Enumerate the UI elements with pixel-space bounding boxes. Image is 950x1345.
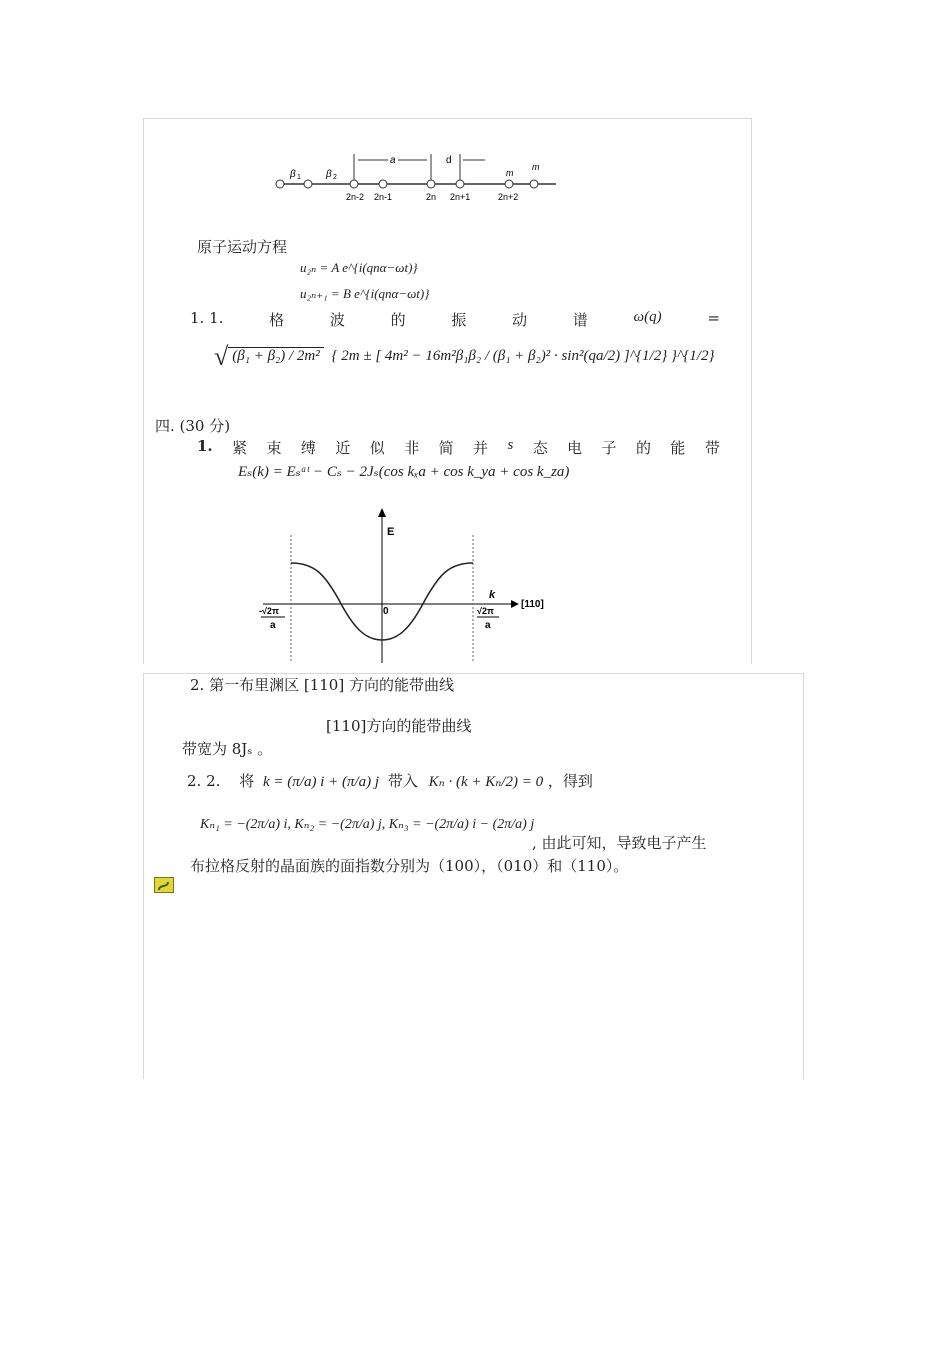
equals-sign: =	[707, 309, 720, 327]
spaced-word: 波	[329, 311, 345, 329]
chain-site-label: 2n	[426, 192, 437, 202]
bandwidth-text: 带宽为 8Jₛ 。	[182, 740, 273, 758]
right-bound-numerator: √2π	[477, 606, 494, 616]
lower-page-frame	[143, 673, 804, 1079]
spaced-word: 动	[512, 311, 528, 329]
omega-symbol: ω(q)	[633, 309, 662, 325]
item-1-1-line	[190, 309, 720, 330]
section-4-heading: 四. (30 分)	[155, 417, 231, 435]
chain-label-beta2-sub: 2	[333, 174, 337, 181]
spaced-word: 紧	[232, 439, 248, 457]
band-curve-graph	[255, 505, 555, 663]
chain-label-beta1: β	[290, 169, 296, 180]
equation-u2n: u₂ₙ = A e^{i(qnα−ωt)}	[300, 260, 418, 275]
dispersion-formula: √ (β₁ + β₂) / 2m² { 2m ± [ 4m² − 16m²β₁β₂ / (β₁ + β₂)² · sin²(qa/2) ]^{1/2} }^{1/2}	[214, 342, 715, 371]
spaced-word: 并	[473, 439, 489, 457]
bragg-condition: Kₙ · (k + Kₙ/2) = 0	[428, 774, 544, 790]
equation-u2n1: u₂ₙ₊₁ = B e^{i(qnα−ωt)}	[300, 286, 430, 301]
item-label: 1.	[197, 437, 213, 455]
equation-heading: 原子运动方程	[197, 238, 288, 256]
chain-label-m1: m	[506, 168, 514, 178]
formula-body: { 2m ± [ 4m² − 16m²β₁β₂ / (β₁ + β₂)² · sin²(qa/2) ]^{1/2} }^{1/2}	[331, 348, 715, 365]
item-4-1-line	[197, 437, 720, 458]
spaced-word: 束	[266, 439, 282, 457]
chain-site-label: 2n+1	[450, 192, 471, 202]
item-text: 将	[239, 772, 255, 790]
spaced-word: 振	[451, 311, 467, 329]
chain-label-beta2: β	[326, 169, 332, 180]
spaced-word: 能	[670, 439, 686, 457]
spaced-word: s	[507, 437, 514, 453]
conclusion-line2: 布拉格反射的晶面族的面指数分别为（100），（010）和（110）。	[190, 857, 629, 875]
spaced-word: 近	[335, 439, 351, 457]
kn-values: Kₙ₁ = −(2π/a) i, Kₙ₂ = −(2π/a) j, Kₙ₃ = −(2π/a) i − (2π/a) j	[200, 817, 535, 832]
chain-site-label: 2n-1	[374, 192, 393, 202]
spaced-word: 似	[369, 439, 385, 457]
energy-band-formula: Eₛ(k) = Eₛᵃᵗ − Cₛ − 2Jₛ(cos kₓa + cos k_ya + cos k_za)	[238, 464, 570, 480]
item-label: 2. 2.	[187, 772, 221, 790]
origin-label: 0	[383, 606, 389, 617]
diatomic-chain-diagram	[270, 148, 560, 210]
left-bound-denominator: a	[270, 620, 276, 631]
spaced-word: 带	[704, 439, 720, 457]
formula-prefix: (β₁ + β₂) / 2m²	[228, 347, 323, 364]
item-text: 带入	[387, 772, 418, 790]
chain-label-m2: m	[532, 162, 540, 172]
spaced-word: 谱	[572, 311, 588, 329]
spaced-word: 的	[390, 311, 406, 329]
axis-label-k: k	[489, 589, 496, 601]
k-vector: k = (π/a) i + (π/a) j	[262, 774, 380, 790]
item-label: 1. 1.	[190, 309, 224, 327]
chain-label-beta1-sub: 1	[297, 174, 301, 181]
spaced-word: 非	[404, 439, 420, 457]
spaced-word: 电	[567, 439, 583, 457]
spaced-word: 缚	[300, 439, 316, 457]
item-2-2-line	[187, 770, 593, 791]
conclusion-tail: , 由此可知，导致电子产生	[532, 834, 707, 852]
spaced-word: 态	[532, 439, 548, 457]
chain-label-a: a	[390, 155, 396, 166]
spaced-word: 子	[601, 439, 617, 457]
chain-site-label: 2n-2	[346, 192, 365, 202]
spaced-word: 的	[635, 439, 651, 457]
graph-caption: [110]方向的能带曲线	[326, 717, 472, 735]
chain-site-label: 2n+2	[498, 192, 519, 202]
direction-label: [110]	[521, 599, 544, 610]
script-icon[interactable]	[154, 877, 174, 893]
spaced-word: 简	[438, 439, 454, 457]
axis-label-e: E	[387, 526, 395, 538]
left-bound-numerator: -√2π	[259, 606, 279, 616]
right-bound-denominator: a	[485, 620, 491, 631]
item-2-text: 2. 第一布里渊区 [110] 方向的能带曲线	[190, 676, 454, 694]
spaced-word: 格	[269, 311, 285, 329]
chain-label-d: d	[446, 155, 452, 166]
item-text: ，得到	[547, 772, 593, 790]
